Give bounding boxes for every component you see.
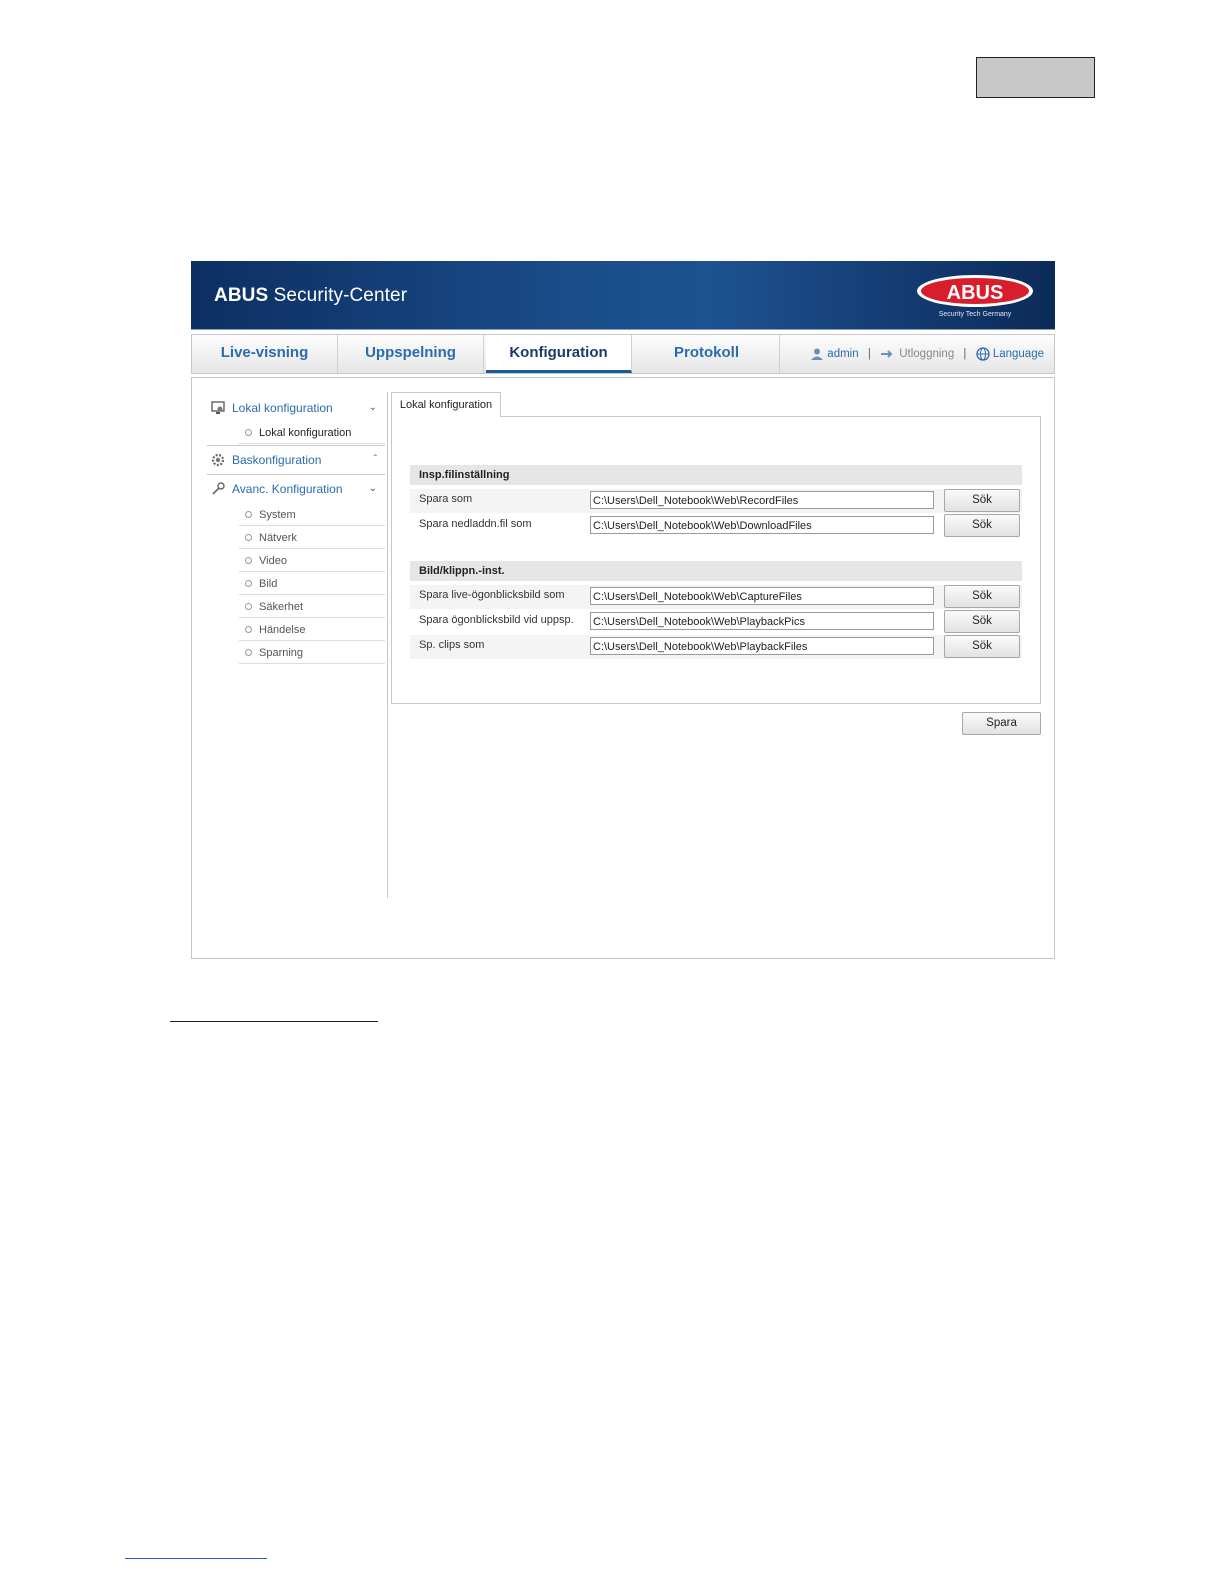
sidebar-group-baskonfiguration[interactable] (207, 446, 385, 474)
bullet-icon (245, 511, 252, 518)
sidebar-item-natverk[interactable] (239, 527, 385, 549)
sidebar-item-label: System (259, 509, 296, 521)
logo-tagline: Security Tech Germany (938, 311, 1012, 318)
page-corner-box (976, 57, 1095, 98)
sidebar-group-avanc-konfiguration[interactable] (207, 475, 385, 503)
path-input[interactable]: C:\Users\Dell_Notebook\Web\RecordFiles (590, 491, 934, 509)
setting-label: Spara ögonblicksbild vid uppsp. (419, 614, 574, 626)
language-link[interactable]: Language (992, 348, 1044, 360)
browse-button[interactable]: Sök (944, 514, 1020, 537)
tab-konfiguration[interactable]: Konfiguration (486, 335, 632, 373)
user-icon (810, 347, 824, 361)
abus-logo-icon (915, 273, 1035, 319)
user-bar (810, 335, 1044, 373)
setting-row (410, 489, 1022, 513)
tab-uppspelning[interactable]: Uppspelning (338, 335, 484, 373)
bullet-icon (245, 603, 252, 610)
header-banner (191, 261, 1055, 330)
logout-icon (880, 348, 896, 360)
sidebar-item-sparning[interactable] (239, 642, 385, 664)
browse-button[interactable]: Sök (944, 610, 1020, 633)
logout-link[interactable]: Utloggning (899, 348, 955, 360)
setting-label: Spara som (419, 493, 473, 505)
sidebar-item-label: Nätverk (259, 532, 297, 544)
setting-label: Spara nedladdn.fil som (419, 518, 532, 530)
tab-live-visning[interactable]: Live-visning (192, 335, 338, 373)
setting-row (410, 610, 1022, 634)
save-button[interactable]: Spara (962, 712, 1041, 735)
settings-panel (391, 416, 1041, 704)
separator: | (867, 348, 871, 360)
main-content (191, 377, 1055, 959)
tab-protokoll[interactable]: Protokoll (634, 335, 780, 373)
section-header: Bild/klippn.-inst. (410, 561, 1022, 581)
wrench-icon (211, 482, 225, 496)
setting-row (410, 585, 1022, 609)
browse-button[interactable]: Sök (944, 635, 1020, 658)
sidebar-item-label: Händelse (259, 624, 306, 636)
browse-button[interactable]: Sök (944, 585, 1020, 608)
gear-icon (211, 453, 225, 467)
section-header: Insp.filinställning (410, 465, 1022, 485)
bullet-icon (245, 429, 252, 436)
bullet-icon (245, 557, 252, 564)
path-input[interactable]: C:\Users\Dell_Notebook\Web\CaptureFiles (590, 587, 934, 605)
app-window (191, 261, 1055, 959)
logo-text: ABUS (946, 282, 1004, 304)
bullet-icon (245, 534, 252, 541)
sidebar-item-label: Bild (259, 578, 278, 590)
main-nav (191, 334, 1055, 374)
bullet-icon (245, 626, 252, 633)
setting-label: Sp. clips som (419, 639, 485, 651)
monitor-gear-icon (211, 401, 225, 415)
chevron-down-icon: ⌄ (368, 402, 377, 413)
setting-row (410, 514, 1022, 538)
sidebar-item-label: Sparning (259, 647, 304, 659)
setting-row (410, 635, 1022, 659)
tab-lokal-konfiguration[interactable]: Lokal konfiguration (391, 392, 501, 417)
sidebar-item-lokal-konfiguration[interactable] (239, 422, 385, 444)
path-input[interactable]: C:\Users\Dell_Notebook\Web\PlaybackPics (590, 612, 934, 630)
chevron-up-icon: ˆ (373, 454, 377, 465)
separator: | (963, 348, 967, 360)
sidebar-item-handelse[interactable] (239, 619, 385, 641)
sidebar-item-label: Säkerhet (259, 601, 304, 613)
sidebar-group-label: Lokal konfiguration (232, 401, 333, 415)
sidebar-group-label: Baskonfiguration (232, 453, 322, 467)
globe-icon (976, 347, 990, 361)
path-input[interactable]: C:\Users\Dell_Notebook\Web\DownloadFiles (590, 516, 934, 534)
sidebar-item-sakerhet[interactable] (239, 596, 385, 618)
sidebar-group-label: Avanc. Konfiguration (232, 482, 343, 496)
sidebar-item-label: Lokal konfiguration (259, 427, 352, 439)
sidebar (207, 392, 388, 898)
path-input[interactable]: C:\Users\Dell_Notebook\Web\PlaybackFiles (590, 637, 934, 655)
setting-label: Spara live-ögonblicksbild som (419, 589, 565, 601)
bullet-icon (245, 649, 252, 656)
browse-button[interactable]: Sök (944, 489, 1020, 512)
sidebar-group-lokal-konfiguration[interactable] (207, 394, 385, 422)
sidebar-item-system[interactable] (239, 504, 385, 526)
bullet-icon (245, 580, 252, 587)
chevron-down-icon: ⌄ (368, 483, 377, 494)
sidebar-item-label: Video (259, 555, 287, 567)
app-title: ABUS Security-Center (214, 285, 408, 306)
footnote-rule (125, 1558, 267, 1559)
sidebar-item-video[interactable] (239, 550, 385, 572)
document-rule (170, 1021, 378, 1022)
user-name[interactable]: admin (827, 348, 859, 360)
sidebar-item-bild[interactable] (239, 573, 385, 595)
